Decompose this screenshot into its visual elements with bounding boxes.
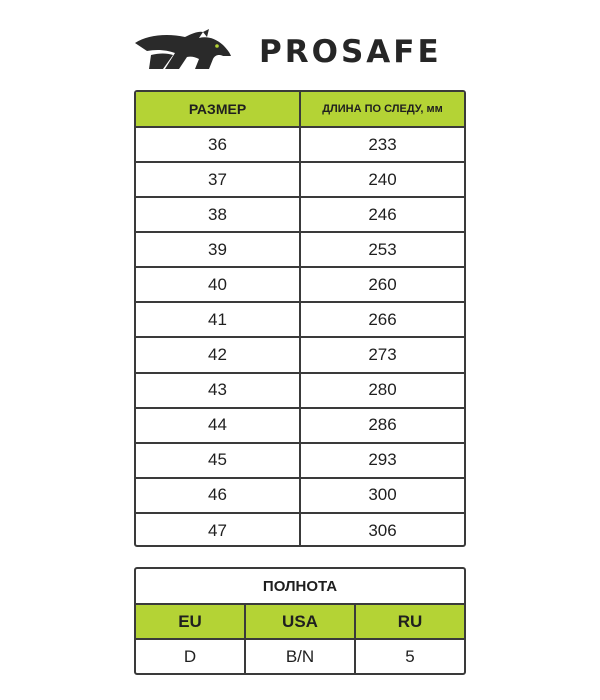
table-row	[136, 163, 464, 198]
size-cell: 47	[136, 514, 301, 547]
length-cell: 253	[368, 239, 397, 259]
length-header: ДЛИНА ПО СЛЕДУ, мм	[322, 103, 443, 115]
size-cell: 36	[136, 128, 301, 161]
size-cell: 46	[136, 479, 301, 512]
table-row	[136, 198, 464, 233]
length-cell: 293	[368, 450, 397, 470]
width-table-values	[136, 640, 464, 673]
usa-value: B/N	[246, 640, 356, 673]
length-cell: 280	[368, 380, 397, 400]
ru-header: RU	[397, 611, 423, 631]
length-cell: 260	[368, 274, 397, 294]
size-cell: 43	[136, 374, 301, 407]
table-row	[136, 338, 464, 373]
size-table	[134, 90, 466, 547]
width-table-title-row	[136, 569, 464, 605]
size-cell: 41	[136, 303, 301, 336]
eu-value: D	[136, 640, 246, 673]
brand-name: PROSAFE	[259, 34, 442, 70]
size-cell: 38	[136, 198, 301, 231]
size-cell: 44	[136, 409, 301, 442]
width-table-header	[136, 605, 464, 640]
eu-header: EU	[136, 605, 246, 638]
width-title: ПОЛНОТА	[262, 577, 338, 595]
length-cell: 266	[368, 309, 397, 329]
size-cell: 45	[136, 444, 301, 477]
table-row	[136, 444, 464, 479]
table-row	[136, 479, 464, 514]
size-cell: 40	[136, 268, 301, 301]
table-row	[136, 409, 464, 444]
size-cell: 39	[136, 233, 301, 266]
ru-value: 5	[405, 646, 415, 666]
length-cell: 286	[368, 415, 397, 435]
usa-header: USA	[246, 605, 356, 638]
size-cell: 42	[136, 338, 301, 371]
table-row	[136, 303, 464, 338]
table-row	[136, 233, 464, 268]
size-cell: 37	[136, 163, 301, 196]
length-cell: 306	[368, 521, 397, 541]
table-row	[136, 514, 464, 547]
table-row	[136, 268, 464, 303]
length-cell: 246	[368, 204, 397, 224]
table-row	[136, 374, 464, 409]
size-header: РАЗМЕР	[136, 92, 301, 126]
table-row	[136, 128, 464, 163]
length-cell: 233	[368, 134, 397, 154]
rhino-logo-icon	[133, 29, 233, 75]
size-table-header	[136, 92, 464, 128]
length-cell: 240	[368, 169, 397, 189]
width-table	[134, 567, 466, 675]
length-cell: 273	[368, 345, 397, 364]
brand-logo	[133, 26, 468, 78]
length-cell: 300	[368, 485, 397, 505]
